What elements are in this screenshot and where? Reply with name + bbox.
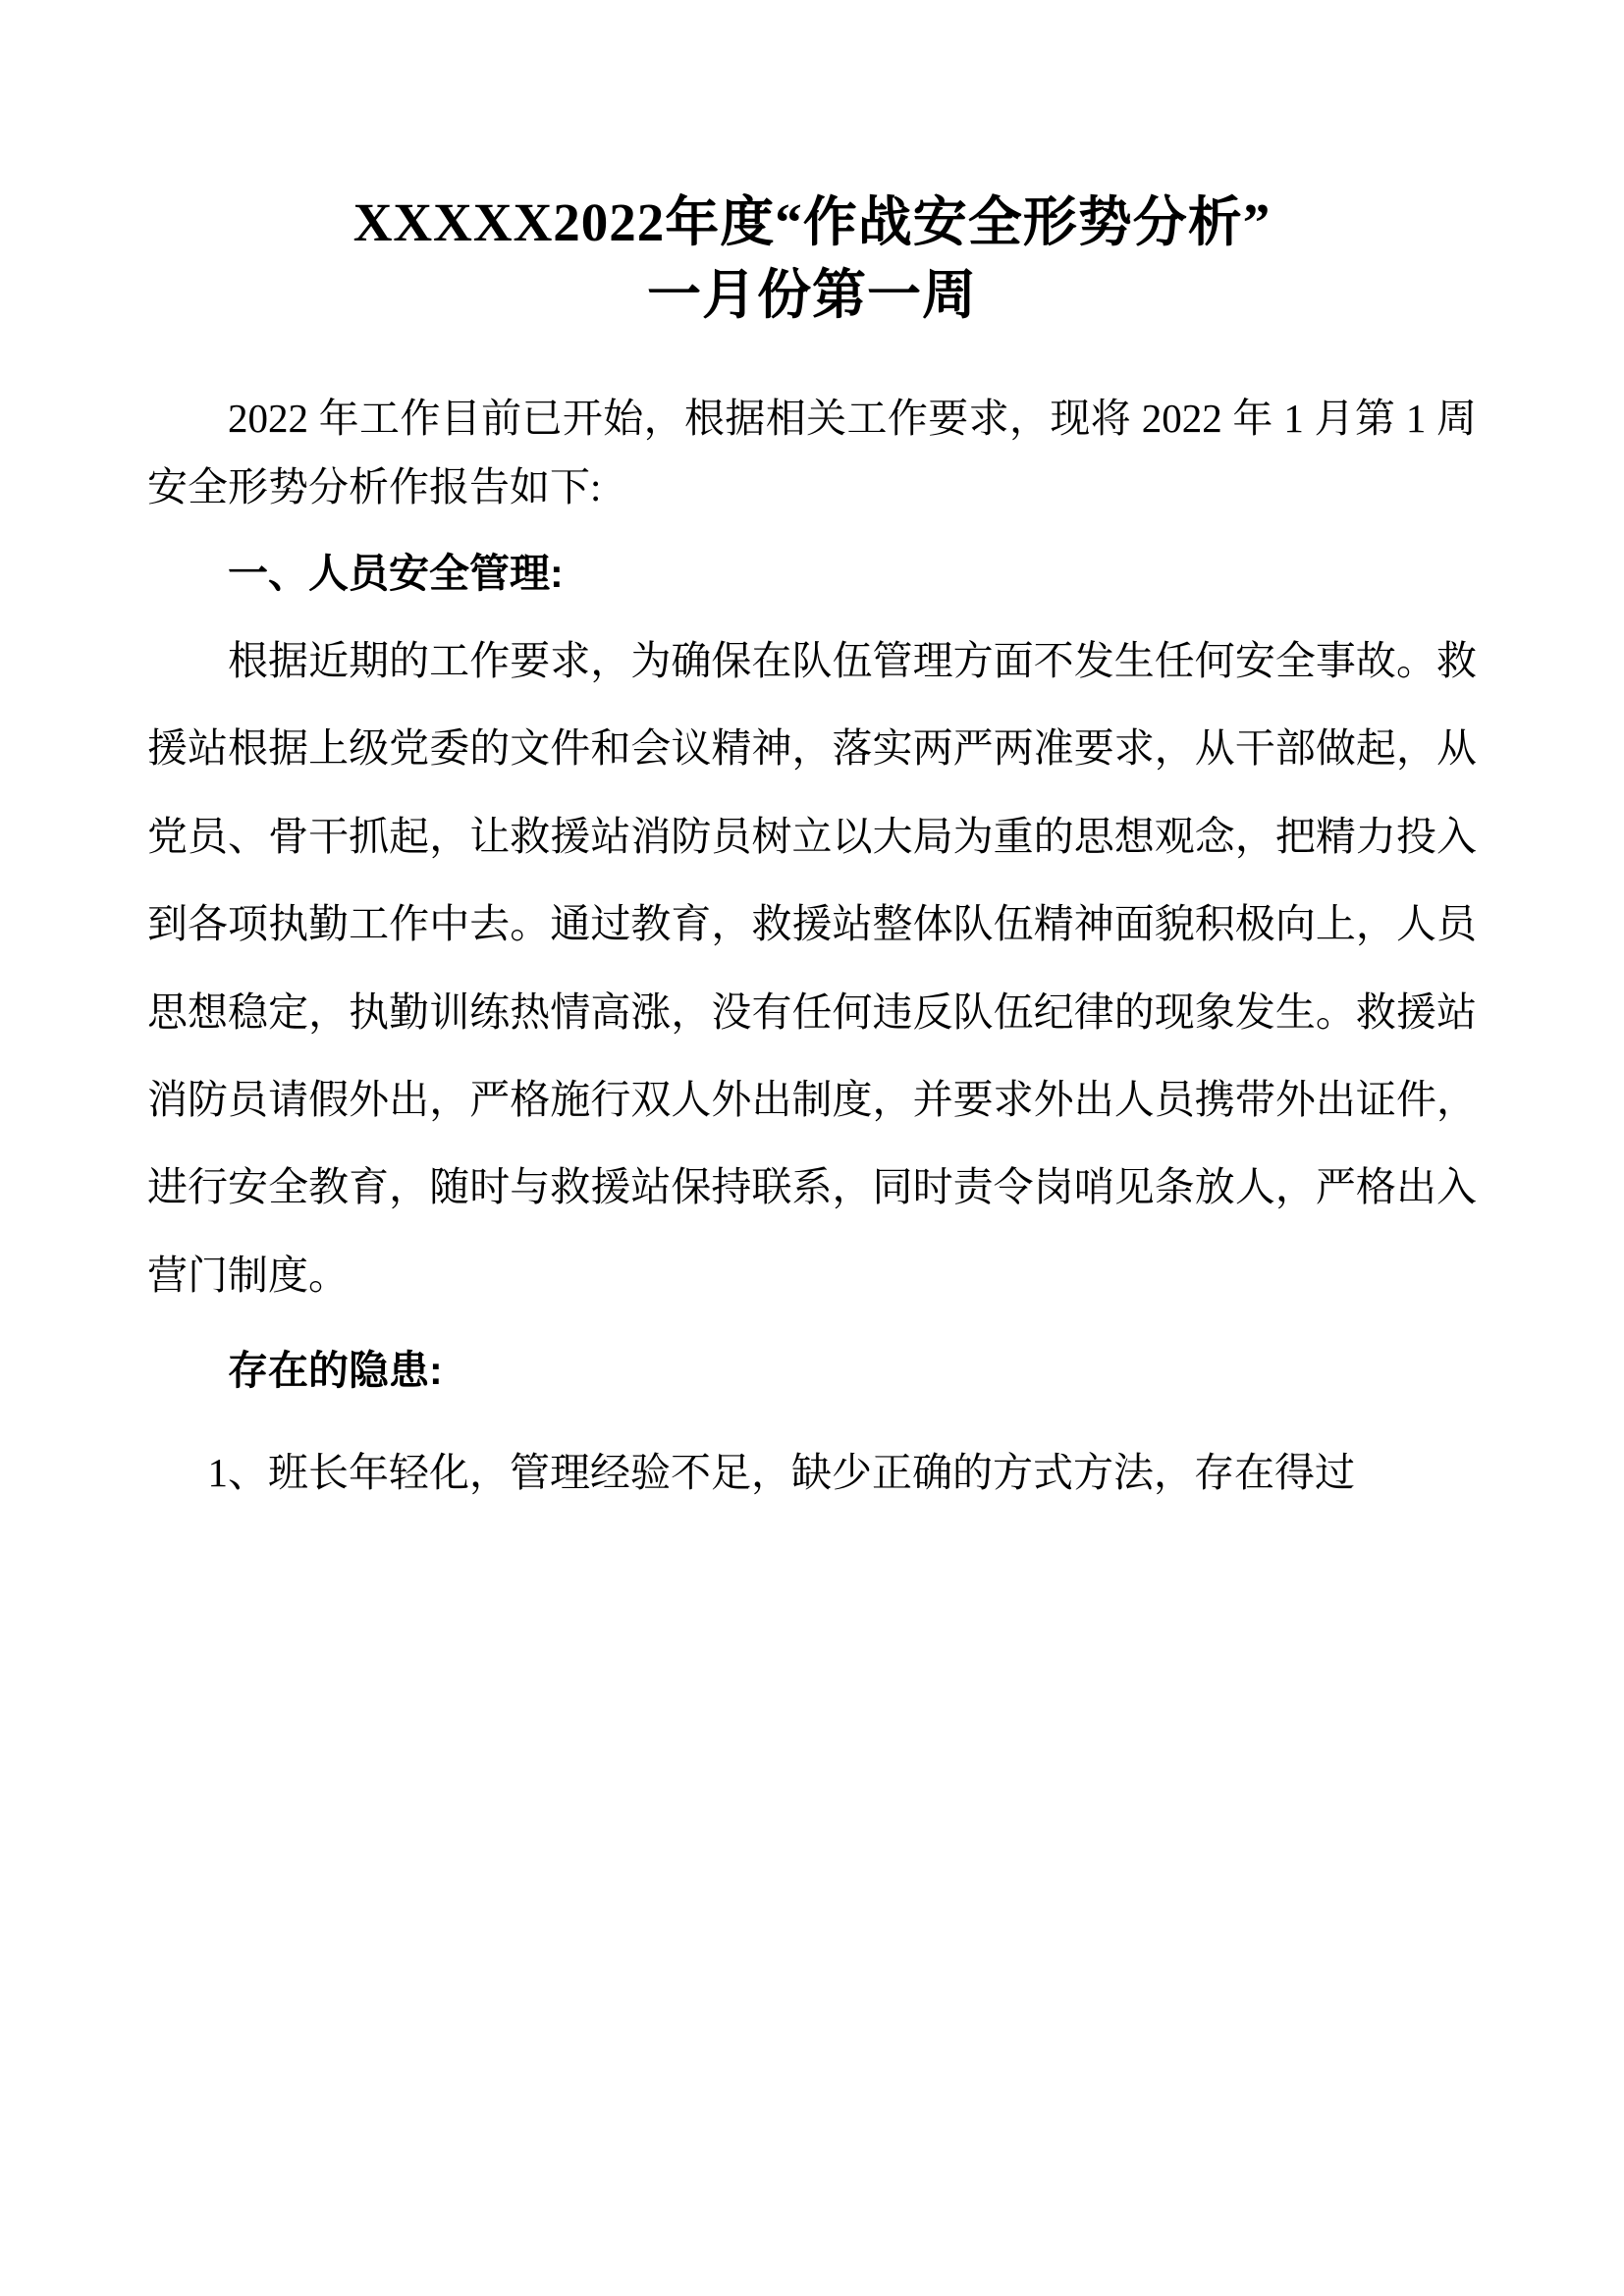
document-title-line-1: XXXXX2022年度“作战安全形势分析” — [352, 192, 1272, 252]
personnel-safety-body-paragraph: 根据近期的工作要求，为确保在队伍管理方面不发生任何安全事故。救援站根据上级党委的文件和会议精神，落实两严两准要求，从干部做起，从党员、骨干抓起，让救援站消防员树立以大局为重的思想观念，把精力投入到各项执勤工作中去。通过教育，救援站整体队伍精神面貌积极向上，人员思想稳定，执勤训练热情高涨，没有任何违反队伍纪律的现象发生。救援站消防员请假外出，严格施行双人外出制度，并要求外出人员携带外出证件，进行安全教育，随时与救援站保持联系，同时责令岗哨见条放人，严格出入营门制度。 — [147, 638, 1477, 1298]
document-title-line-2: 一月份第一周 — [646, 265, 977, 326]
hazard-list-item-1: 1、班长年轻化，管理经验不足，缺少正确的方式方法，存在得过 — [207, 1449, 1355, 1495]
section-heading-personnel-safety: 一、人员安全管理: — [228, 550, 564, 596]
document-title — [147, 187, 1477, 333]
section-heading-existing-hazards: 存在的隐患: — [228, 1348, 443, 1394]
intro-paragraph: 2022 年工作目前已开始，根据相关工作要求，现将 2022 年 1 月第 1 周安全形势分析作报告如下: — [147, 395, 1477, 510]
